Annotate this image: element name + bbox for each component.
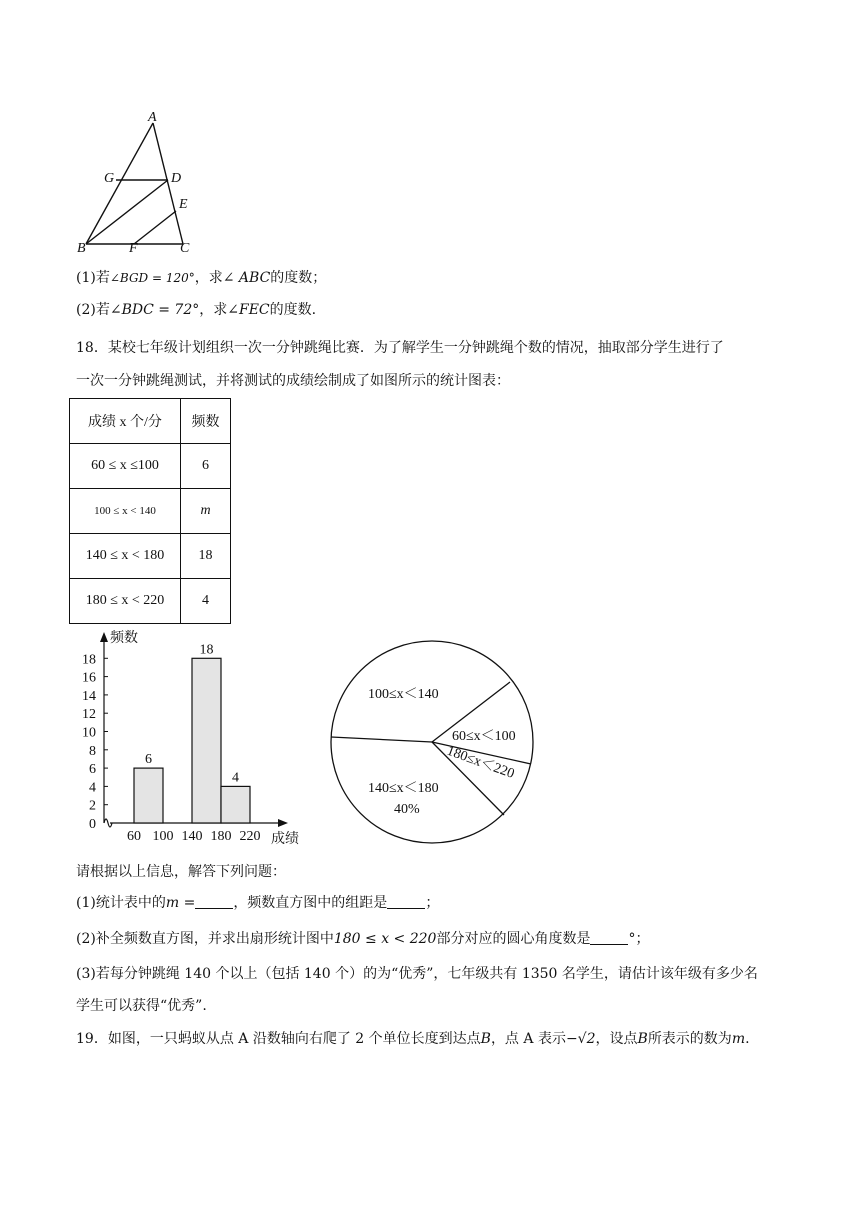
table-header-score: 成绩 x 个/分 (70, 399, 181, 444)
q18-sub1: (1)统计表中的m = ，频数直方图中的组距是 ； (76, 895, 440, 911)
label-C: C (180, 241, 190, 256)
pie-label-140-180: 140≤x＜180 (368, 781, 439, 796)
answer-blank (195, 894, 233, 909)
table-header-frequency: 频数 (181, 399, 231, 444)
table-cell: 180 ≤ x < 220 (70, 579, 181, 624)
x-tick-label: 220 (239, 829, 261, 844)
y-tick-label: 16 (82, 670, 96, 686)
q19-stem: 19．如图，一只蚂蚁从点 A 沿数轴向右爬了 2 个单位长度到达点B，点 A 表示−√2，设点B所表示的数为m. (76, 1031, 750, 1047)
q17-part1: (1)若∠BGD = 120°，求∠ ABC的度数； (76, 270, 327, 286)
y-axis-arrow (100, 632, 108, 642)
y-tick-label: 10 (82, 725, 96, 741)
y-tick-label: 4 (89, 780, 96, 796)
triangle-figure (72, 108, 202, 256)
x-axis-label: 成绩 (271, 832, 299, 847)
histogram-bar (134, 768, 163, 823)
histogram-bar (221, 786, 250, 823)
answer-blank (387, 894, 425, 909)
x-axis-arrow (278, 819, 288, 827)
frequency-histogram (80, 626, 320, 850)
histogram-bar (192, 658, 221, 823)
q18-sub3-line1: (3)若每分钟跳绳 140 个以上（包括 140 个）的为“优秀”，七年级共有 1350 名学生，请估计该年级有多少名 (76, 966, 758, 982)
q18-sub3-line2: 学生可以获得“优秀”. (76, 998, 207, 1014)
table-cell: 60 ≤ x ≤100 (70, 444, 181, 489)
pie-chart (322, 636, 542, 848)
bar-value-label: 18 (199, 642, 214, 658)
bar-value-label: 4 (232, 770, 239, 786)
table-cell: 140 ≤ x < 180 (70, 534, 181, 579)
bar-value-label: 6 (145, 752, 152, 768)
answer-blank (590, 930, 628, 945)
x-tick-label: 100 (152, 829, 174, 844)
label-B: B (77, 241, 86, 256)
q17-part2: (2)若∠BDC = 72°，求∠FEC的度数. (76, 302, 317, 318)
x-tick-label: 180 (210, 829, 232, 844)
table-cell: 100 ≤ x < 140 (70, 489, 181, 534)
table-cell: 4 (181, 579, 231, 624)
pie-percent-label: 40% (394, 802, 420, 817)
y-tick-label: 2 (89, 798, 96, 814)
pie-label-180-220: 180≤x＜220 (444, 743, 517, 782)
y-tick-label: 0 (89, 817, 96, 832)
y-tick-label: 12 (82, 707, 96, 723)
pie-label-100-140: 100≤x＜140 (368, 687, 439, 702)
label-A: A (148, 110, 157, 125)
table-cell: 18 (181, 534, 231, 579)
frequency-table (69, 398, 231, 624)
pie-divider (331, 737, 432, 742)
y-tick-label: 14 (82, 688, 96, 704)
y-tick-label: 8 (89, 743, 96, 759)
table-cell: m (181, 489, 231, 534)
x-tick-label: 140 (181, 829, 203, 844)
label-G: G (104, 171, 115, 186)
y-tick-label: 6 (89, 762, 96, 778)
label-F: F (129, 241, 138, 256)
q18-stem-line2: 一次一分钟跳绳测试，并将测试的成绩绘制成了如图所示的统计图表： (76, 373, 510, 389)
q18-sub2: (2)补全频数直方图，并求出扇形统计图中180 ≤ x < 220部分对应的圆心角度数是 °； (76, 931, 650, 947)
y-axis-label: 频数 (110, 631, 138, 646)
y-tick-label: 18 (82, 652, 96, 668)
q18-stem-line1: 18．某校七年级计划组织一次一分钟跳绳比赛．为了解学生一分钟跳绳个数的情况，抽取部分学生进行了 (76, 340, 724, 356)
pie-label-60-100: 60≤x＜100 (452, 729, 516, 744)
label-D: D (171, 171, 182, 186)
label-E: E (179, 197, 188, 212)
q18-instruction: 请根据以上信息，解答下列问题： (76, 864, 286, 880)
table-cell: 6 (181, 444, 231, 489)
x-tick-label: 60 (127, 829, 141, 844)
